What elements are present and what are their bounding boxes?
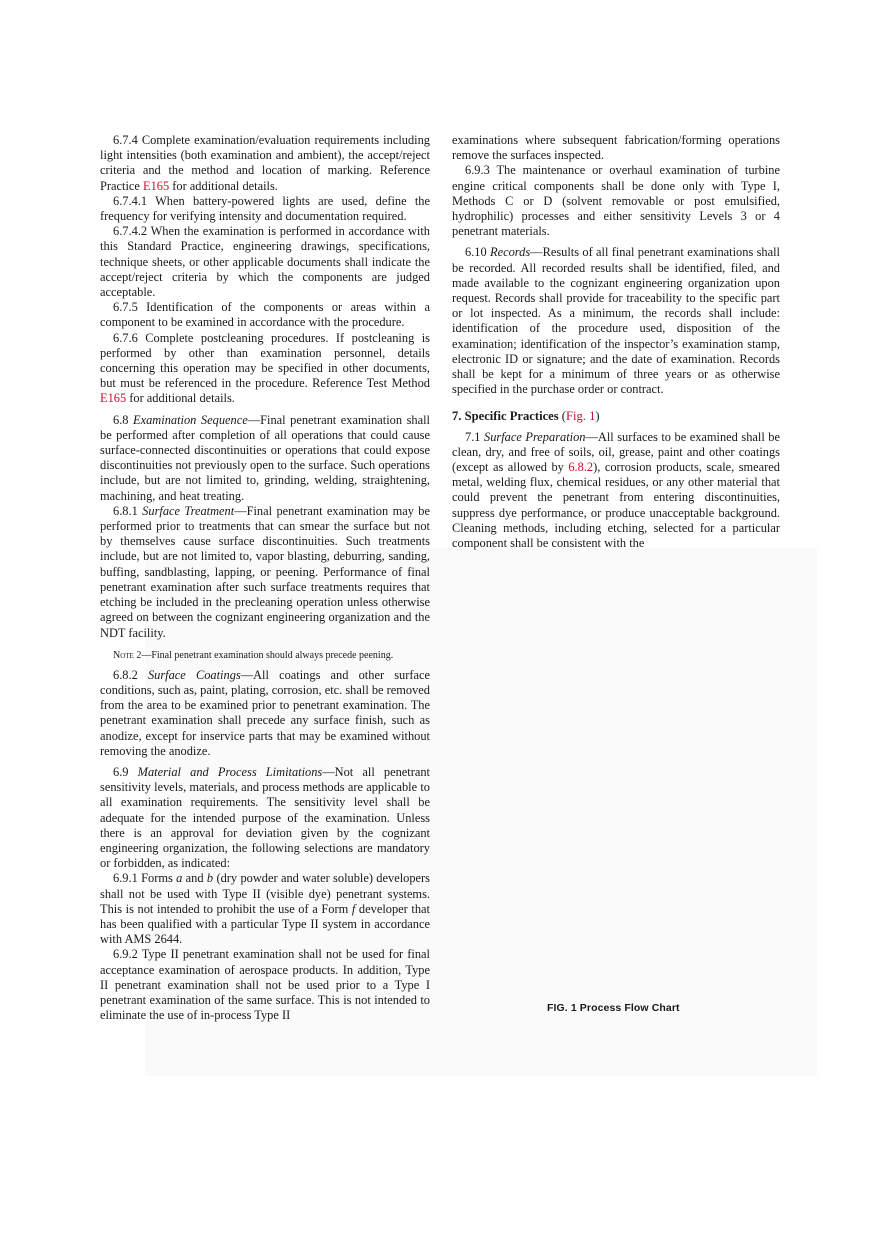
paragraph-7-1: 7.1 Surface Preparation—All surfaces to be examined shall be clean, dry, and free of soils, oil, grease, paint and other coatings (except as allowed by 6.8.2), corrosion products, scale, smeared metal, welding flux, chemical residues, or any other material that could prevent the penetrant from entering discontinuities, suppress dye performance, or produce unacceptable background. Cleaning methods, including etching, selected for a particular component shall be consistent with the [452, 429, 781, 551]
paragraph-title: Surface Treatment [142, 503, 235, 518]
paragraph-6-9-3: 6.9.3 The maintenance or overhaul examination of turbine engine critical components shall be done only with Type I, Methods C or D (solvent removable or post emulsified, hydrophilic) processes and either sensitivity Levels 3 or 4 penetrant materials. [452, 163, 780, 239]
section-link-6-8-2[interactable]: 6.8.2 [568, 460, 594, 475]
reference-link-e165[interactable]: E165 [100, 391, 127, 406]
paragraph-title: Surface Preparation [484, 429, 586, 444]
paragraph-6-10: 6.10 Records—Results of all final penetrant examinations shall be recorded. All recorded results shall be identified, filed, and made available to the cognizant engineering organization upon request. Records shall provide for traceability to the specific part or lot inspected. As a minimum, the records shall include: identification of the procedure used, disposition of the examination; identification of the inspector’s examination stamp, electronic ID or signature; and the date of examination. Records shall be kept for a minimum of three years or as otherwise specified in the purchase order or contract. [452, 245, 780, 397]
paragraph-title: Examination Sequence [133, 412, 248, 427]
figure-caption: FIG. 1 Process Flow Chart [547, 1002, 680, 1014]
paragraph-title: Material and Process Limitations [137, 764, 323, 779]
paragraph-6-9-1: 6.9.1 Forms a and b (dry powder and water soluble) developers shall not be used with Type II (visible dye) penetrant systems. This is not intended to prohibit the use of a Form f developer that has been qualified with a particular Type II system in accordance with AMS 2644. [100, 871, 430, 947]
paragraph-title: Records [490, 245, 531, 260]
left-column [100, 133, 430, 1023]
paragraph-6-9-2-continued: examinations where subsequent fabrication/forming operations remove the surfaces inspected. [452, 133, 780, 163]
paragraph-6-8: 6.8 Examination Sequence—Final penetrant examination shall be performed after completion of all operations that could cause surface-connected discontinuities or operations that could expose discontinuities not previously open to the surface. Such operations include, but are not limited to, grinding, welding, straightening, machining, and heat treating. [100, 412, 430, 503]
paragraph-6-7-4: 6.7.4 Complete examination/evaluation requirements including light intensities (both examination and ambient), the accept/reject criteria and the method and location of marking. Reference Practice E165 for additional details. [100, 133, 430, 193]
note-2: Note 2—Final penetrant examination should always precede peening. [113, 649, 394, 661]
reference-link-e165[interactable]: E165 [143, 178, 170, 193]
paragraph-6-7-4-2: 6.7.4.2 When the examination is performed in accordance with this Standard Practice, engineering drawings, specifications, technique sheets, or other applicable documents shall indicate the accept/reject criteria by which the components are judged acceptable. [100, 224, 430, 300]
figure-link[interactable]: Fig. 1 [566, 409, 596, 424]
right-column [452, 133, 780, 551]
paragraph-title: Surface Coatings [147, 667, 241, 682]
paragraph-6-7-6: 6.7.6 Complete postcleaning procedures. If postcleaning is performed by other than examination personnel, details concerning this operation may be specified in other documents, but must be referenced in the procedure. Reference Test Method E165 for additional details. [100, 330, 430, 406]
paragraph-6-9-2: 6.9.2 Type II penetrant examination shall not be used for final acceptance examination of aerospace products. In addition, Type II penetrant examination shall not be used prior to a Type I penetrant examination of the same surface. This is not intended to eliminate the use of in-process Type II [100, 947, 430, 1023]
paragraph-6-8-2: 6.8.2 Surface Coatings—All coatings and other surface conditions, such as, paint, plating, corrosion, etc. shall be removed from the area to be examined prior to penetrant examination. The penetrant examination shall precede any surface finish, such as anodize, except for inservice parts that may be examined without removing the anodize. [100, 667, 430, 758]
paragraph-6-8-1: 6.8.1 Surface Treatment—Final penetrant examination may be performed prior to treatments that can smear the surface but not by themselves cause surface discontinuities. Such treatments include, but are not limited to, vapor blasting, deburring, sanding, buffing, sandblasting, lapping, or peening. Performance of final penetrant examination after such surface treatments requires that etching be included in the precleaning operation unless otherwise agreed on between the cognizant engineering organization and the NDT facility. [100, 503, 430, 640]
note-label: Note [113, 649, 134, 661]
paragraph-6-9: 6.9 Material and Process Limitations—Not all penetrant sensitivity levels, materials, and process methods are applicable to all examination requirements. The sensitivity level shall be adequate for the intended purpose of the examination. Unless there is an approval for deviation given by the cognizant engineering organization, the following selections are mandatory or forbidden, as indicated: [100, 764, 430, 871]
paragraph-6-7-5: 6.7.5 Identification of the components or areas within a component to be examined in accordance with the procedure. [100, 300, 430, 330]
paragraph-6-7-4-1: 6.7.4.1 When battery-powered lights are used, define the frequency for verifying intensity and documentation required. [100, 193, 430, 224]
section-heading-7: 7. Specific Practices (Fig. 1) [452, 409, 600, 424]
